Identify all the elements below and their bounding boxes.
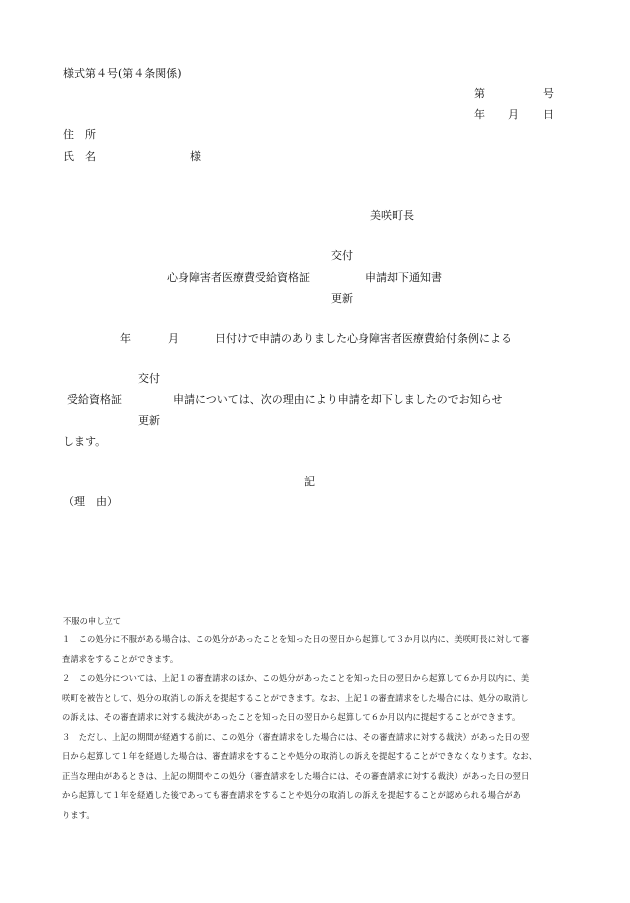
appeal-line: 日から起算して１年を経過した場合は、審査請求をすることや処分の取消しの訴えを提起することができなくなります。なお、 — [62, 751, 538, 761]
form-label: 様式第４号(第４条関係) — [63, 67, 182, 80]
body-line2: 申請については、次の理由により申請を却下しましたのでお知らせ — [173, 393, 503, 406]
appeal-line: 査請求をすることができます。 — [62, 653, 179, 664]
body-cert-label: 受給資格証 — [67, 393, 122, 406]
issuer: 美咲町長 — [370, 209, 414, 222]
name-label: 氏 名 — [63, 150, 96, 163]
appeal-line: ２ この処分については、上記１の審査請求のほか、この処分があったことを知った日の翌日から起算して６か月以内に、美 — [62, 673, 530, 683]
body-option-bottom: 更新 — [138, 414, 160, 427]
ki-heading: 記 — [304, 475, 315, 488]
body-year-label: 年 — [120, 332, 131, 345]
honorific: 様 — [190, 150, 201, 163]
appeal-line: ります。 — [62, 809, 95, 820]
appeal-line: 咲町を被告として、処分の取消しの訴えを提起することができます。なお、上記１の審査請求をした場合には、処分の取消し — [62, 692, 529, 703]
title-main: 心身障害者医療費受給資格証 — [167, 271, 310, 284]
body-line3: します。 — [63, 435, 107, 448]
date-day-label: 日 — [543, 108, 554, 121]
date-month-label: 月 — [508, 108, 519, 121]
title-option-bottom: 更新 — [331, 292, 353, 305]
appeal-line: 正当な理由があるときは、上記の期間やこの処分（審査請求をした場合には、その審査請求に対する裁決）があった日の翌日 — [62, 770, 530, 781]
reason-label: （理 由） — [63, 495, 118, 508]
appeal-notice — [62, 630, 562, 825]
date-year-label: 年 — [474, 108, 485, 121]
appeal-line: の訴えは、その審査請求に対する裁決があったことを知った日の翌日から起算して６か月以内に提起することができます。 — [62, 712, 521, 722]
appeal-line: ３ ただし、上記の期間が経過する前に、この処分（審査請求をした場合には、その審査請求に対する裁決）があった日の翌 — [62, 731, 530, 742]
title-option-top: 交付 — [331, 249, 353, 262]
body-month-label: 月 — [168, 332, 179, 345]
body-line1: 日付けで申請のありました心身障害者医療費給付条例による — [215, 332, 512, 345]
doc-number-prefix: 第 — [474, 87, 485, 100]
title-suffix: 申請却下通知書 — [365, 271, 442, 284]
appeal-line: １ この処分に不服がある場合は、この処分があったことを知った日の翌日から起算して３か月以内に、美咲町長に対して審 — [62, 634, 530, 644]
doc-number-suffix: 号 — [543, 87, 554, 100]
body-option-top: 交付 — [138, 372, 160, 385]
appeal-line: から起算して１年を経過した後であっても審査請求をすることや処分の取消しの訴えを提起することが認められる場合があ — [62, 790, 521, 800]
address-label: 住 所 — [63, 128, 96, 141]
appeal-heading: 不服の申し立て — [63, 616, 122, 626]
